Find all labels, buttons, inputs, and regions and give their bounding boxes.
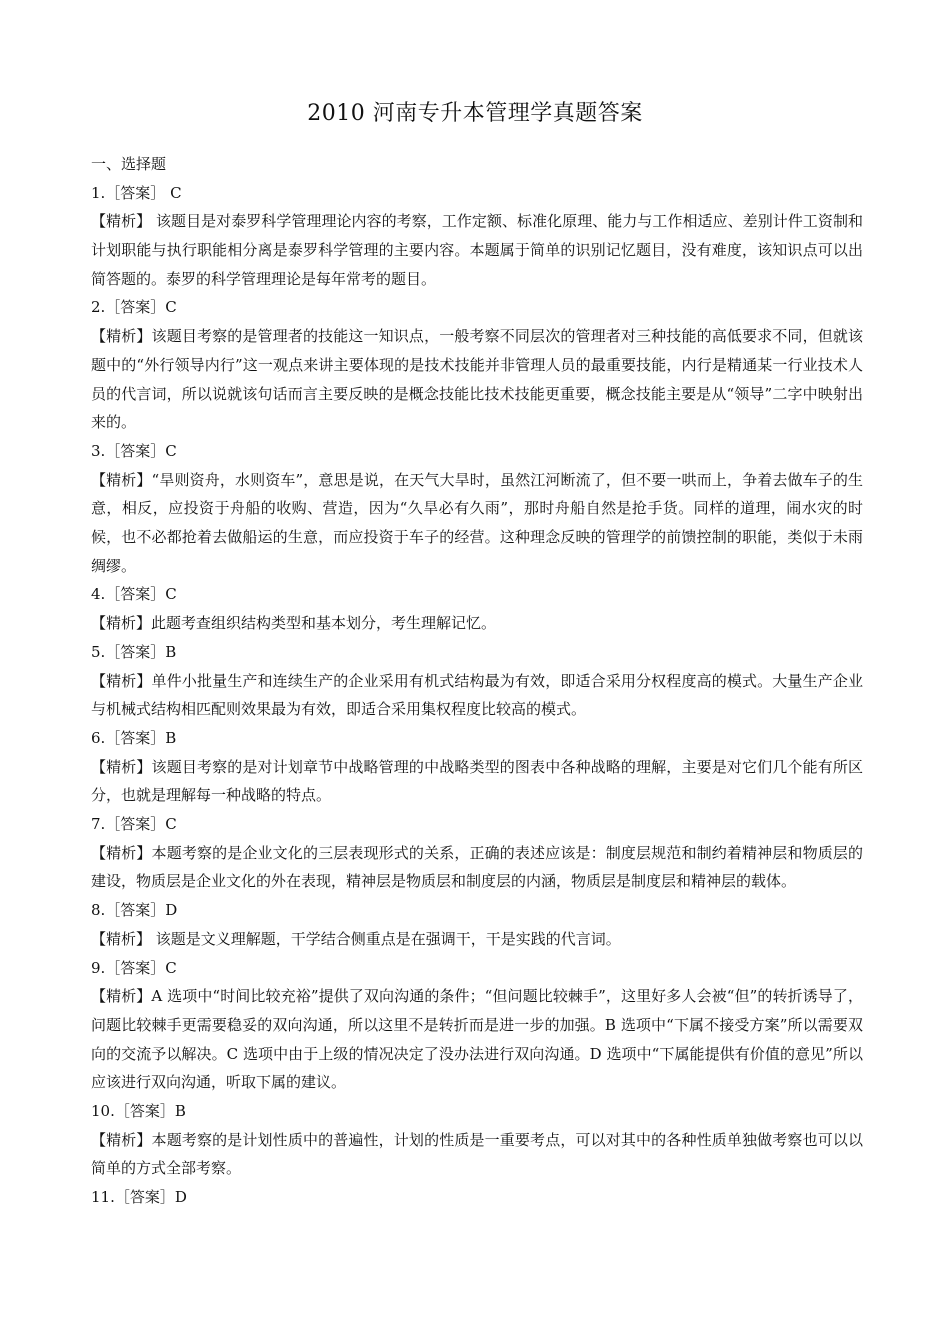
answer-line: 3.［答案］C (91, 441, 177, 460)
explanation-paragraph: 【精析】A 选项中“时间比较充裕”提供了双向沟通的条件；“但问题比较棘手”，这里好多人会被“但”的转折诱导了，问题比较棘手更需要稳妥的双向沟通，所以这里不是转折而是进一步的加强。B 选项中“下属不接受方案”所以需要双向的交流予以解决。C 选项中由于上级的情况决定了没办法进行双向沟通。D 选项中“下属能提供有价值的意见”所以应该进行双向沟通，听取下属的建议。 (91, 987, 863, 1092)
question-item-6 (91, 724, 863, 810)
question-item-10 (91, 1097, 863, 1183)
explanation-paragraph: 【精析】 该题是文义理解题，干学结合侧重点是在强调干，干是实践的代言词。 (91, 929, 621, 948)
answer-line: 10.［答案］B (91, 1102, 186, 1121)
question-item-9 (91, 954, 863, 1098)
explanation-paragraph: 【精析】“旱则资舟，水则资车”，意思是说，在天气大旱时，虽然江河断流了，但不要一哄而上，争着去做车子的生意，相反，应投资于舟船的收购、营造，因为“久旱必有久雨”，那时舟船自然是抢手货。同样的道理，闹水灾的时候，也不必都抢着去做船运的生意，而应投资于车子的经营。这种理念反映的管理学的前馈控制的职能，类似于未雨绸缪。 (91, 470, 863, 575)
document-title: 2010 河南专升本管理学真题答案 (307, 101, 643, 126)
document-body (91, 150, 863, 1212)
explanation-paragraph: 【精析】单件小批量生产和连续生产的企业采用有机式结构最为有效，即适合采用分权程度高的模式。大量生产企业与机械式结构相匹配则效果最为有效，即适合采用集权程度比较高的模式。 (91, 671, 863, 719)
explanation-paragraph: 【精析】 该题目是对泰罗科学管理理论内容的考察，工作定额、标准化原理、能力与工作相适应、差别计件工资制和计划职能与执行职能相分离是泰罗科学管理的主要内容。本题属于简单的识别记忆题目，没有难度，该知识点可以出简答题的。泰罗的科学管理理论是每年常考的题目。 (91, 212, 863, 288)
answer-line: 9.［答案］C (91, 958, 177, 977)
question-item-3 (91, 437, 863, 581)
question-item-4 (91, 580, 863, 637)
question-item-5 (91, 638, 863, 724)
question-item-7 (91, 810, 863, 896)
explanation-paragraph: 【精析】该题目考察的是对计划章节中战略管理的中战略类型的图表中各种战略的理解，主要是对它们几个能有所区分，也就是理解每一种战略的特点。 (91, 757, 863, 805)
explanation-paragraph: 【精析】此题考查组织结构类型和基本划分，考生理解记忆。 (91, 614, 497, 633)
explanation-paragraph: 【精析】本题考察的是计划性质中的普遍性，计划的性质是一重要考点，可以对其中的各种性质单独做考察也可以以简单的方式全部考察。 (91, 1130, 863, 1178)
question-item-2 (91, 293, 863, 437)
question-item-11 (91, 1183, 863, 1212)
answer-line: 5.［答案］B (91, 642, 177, 661)
answer-line: 11.［答案］D (91, 1188, 187, 1207)
answer-line: 8.［答案］D (91, 901, 178, 920)
answer-line: 2.［答案］C (91, 298, 177, 317)
question-item-8 (91, 896, 863, 953)
explanation-paragraph: 【精析】本题考察的是企业文化的三层表现形式的关系，正确的表述应该是：制度层规范和制约着精神层和物质层的建设，物质层是企业文化的外在表现，精神层是物质层和制度层的内涵，物质层是制度层和精神层的载体。 (91, 843, 863, 891)
answer-line: 1.［答案］ C (91, 183, 182, 202)
question-item-1 (91, 179, 863, 294)
answer-line: 7.［答案］C (91, 815, 177, 834)
answer-line: 6.［答案］B (91, 728, 177, 747)
explanation-paragraph: 【精析】该题目考察的是管理者的技能这一知识点，一般考察不同层次的管理者对三种技能的高低要求不同，但就该题中的“外行领导内行”这一观点来讲主要体现的是技术技能并非管理人员的最重要技能，内行是精通某一行业技术人员的代言词，所以说就该句话而言主要反映的是概念技能比技术技能更重要，概念技能主要是从“领导”二字中映射出来的。 (91, 327, 863, 432)
answer-line: 4.［答案］C (91, 585, 177, 604)
section-heading: 一、选择题 (91, 155, 167, 173)
